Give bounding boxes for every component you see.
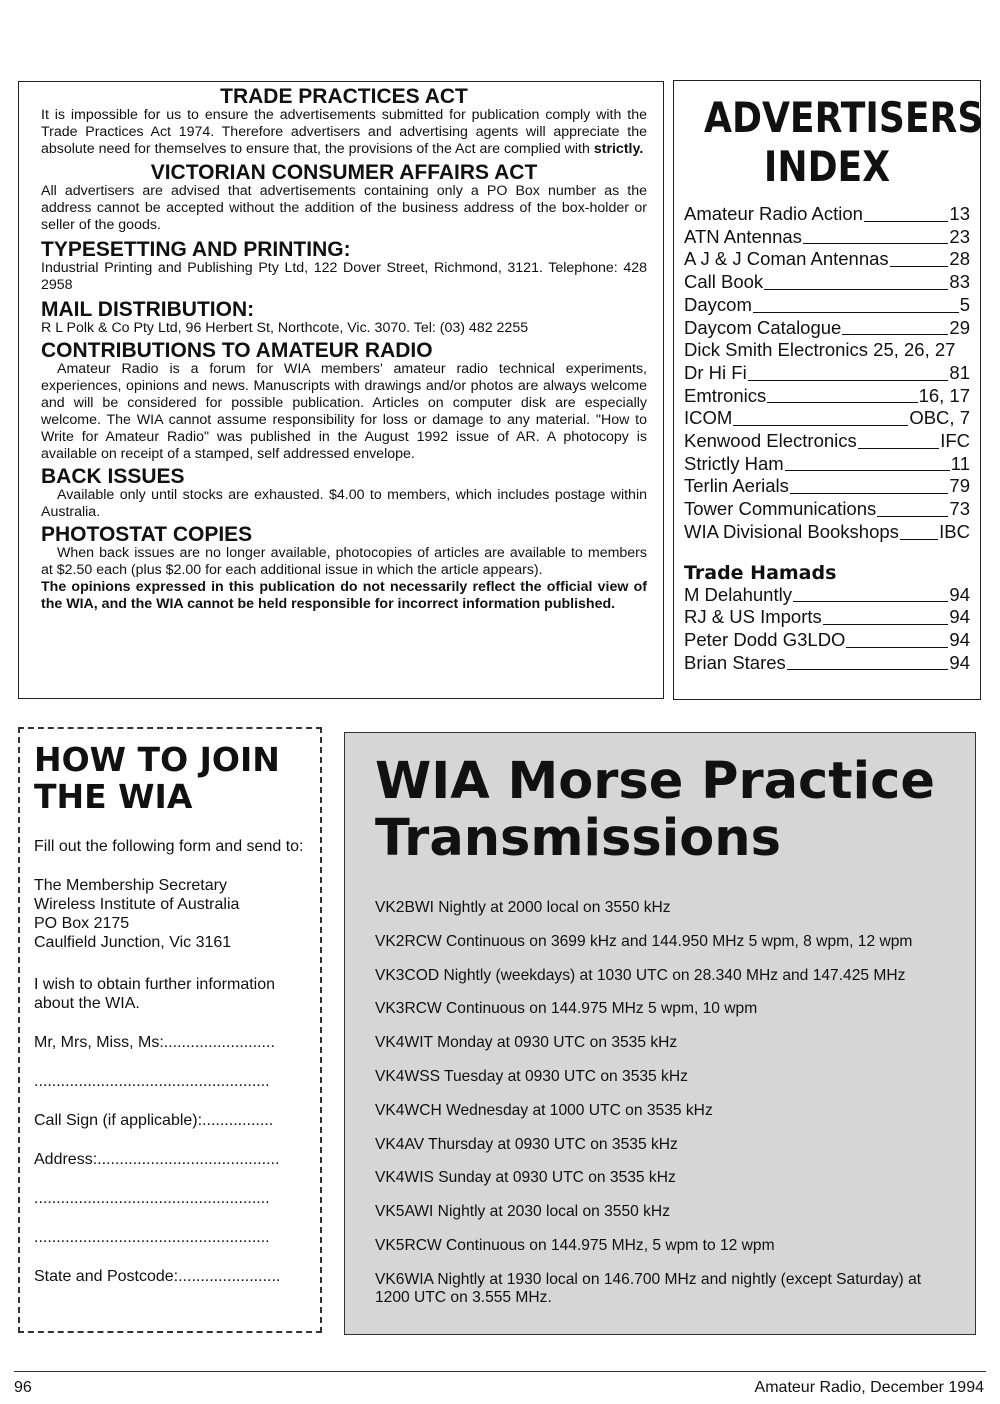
- index-entry: [684, 294, 970, 317]
- index-entry-name: Strictly Ham: [684, 452, 784, 474]
- index-entry-name: ICOM: [684, 407, 733, 429]
- index-leader-line: [785, 470, 950, 471]
- index-entry: [684, 248, 970, 271]
- index-entry-name: ATN Antennas: [684, 225, 802, 247]
- morse-schedule-item: VK2RCW Continuous on 3699 kHz and 144.950 MHz 5 wpm, 8 wpm, 12 wpm: [375, 932, 913, 950]
- advertisers-index-title: [704, 93, 984, 191]
- index-leader-line: [900, 539, 938, 540]
- index-entry: [684, 317, 970, 340]
- join-callsign-field[interactable]: Call Sign (if applicable):................: [34, 1112, 274, 1129]
- advertisers-list: [684, 203, 970, 544]
- consumer-affairs-title: VICTORIAN CONSUMER AFFAIRS ACT: [150, 161, 538, 184]
- morse-schedule-item: VK4AV Thursday at 0930 UTC on 3535 kHz: [375, 1135, 678, 1153]
- index-leader-line: [877, 516, 948, 517]
- index-entry: [684, 453, 970, 476]
- index-entry-name: Terlin Aerials: [684, 475, 789, 497]
- join-address-line3: PO Box 2175: [34, 915, 130, 932]
- join-address-line4: Caulfield Junction, Vic 3161: [34, 934, 232, 951]
- index-entry-page: 23: [949, 225, 970, 247]
- join-title-line1: HOW TO JOIN: [34, 740, 280, 779]
- morse-title-line1: WIA Morse Practice: [375, 752, 935, 811]
- contributions-title: CONTRIBUTIONS TO AMATEUR RADIO: [41, 339, 433, 362]
- how-to-join-title: [34, 741, 310, 815]
- join-address-line2: Wireless Institute of Australia: [34, 896, 240, 913]
- morse-schedule-item: VK5AWI Nightly at 2030 local on 3550 kHz: [375, 1203, 670, 1221]
- index-entry-name: M Delahuntly: [684, 583, 792, 605]
- trade-practices-body: It is impossible for us to ensure the advertisements submitted for publication comply with the Trade Practices Act 1974. Therefore advertisers and advertising agents will appreciate the absolute need for themselves to ensure that, the provisions of the Act are complied with: [41, 107, 647, 157]
- index-entry-page: OBC, 7: [909, 407, 970, 429]
- index-entry-page: 16, 17: [918, 384, 970, 406]
- join-info-request: I wish to obtain further information about the WIA.: [34, 976, 276, 1012]
- index-entry: [684, 521, 970, 544]
- index-entry-name: Tower Communications: [684, 498, 877, 520]
- footer-rule: [14, 1371, 986, 1372]
- index-entry: [684, 629, 970, 652]
- index-entry-name: Dr Hi Fi: [684, 361, 747, 383]
- index-entry-page: 94: [949, 583, 970, 605]
- morse-practice-title: [375, 753, 955, 867]
- index-leader-line: [764, 289, 948, 290]
- index-entry-page: 29: [949, 316, 970, 338]
- index-entry-page: 94: [949, 628, 970, 650]
- index-entry-page: 81: [949, 361, 970, 383]
- index-entry-page: IFC: [940, 430, 970, 452]
- index-entry: [684, 339, 970, 362]
- photostat-text: When back issues are no longer available, photocopies of articles are available to members at $2.50 each (plus $2.00 for each additional issue in which the article appears).: [41, 545, 647, 578]
- trade-hamads-list: [684, 584, 970, 675]
- index-entry-name: Amateur Radio Action: [684, 203, 863, 224]
- typesetting-title: TYPESETTING AND PRINTING:: [41, 238, 351, 261]
- index-entry: [684, 203, 970, 226]
- index-entry: [684, 407, 970, 430]
- index-entry-name: Kenwood Electronics: [684, 430, 857, 452]
- advertisers-title-line1: ADVERTISERS: [704, 93, 984, 142]
- index-entry: [684, 362, 970, 385]
- morse-schedule-item: VK5RCW Continuous on 144.975 MHz, 5 wpm to 12 wpm: [375, 1236, 775, 1254]
- index-leader-line: [733, 425, 908, 426]
- index-entry-name: Daycom: [684, 293, 752, 315]
- index-entry-page: 94: [949, 606, 970, 628]
- join-state-postcode-field[interactable]: State and Postcode:.......................: [34, 1268, 281, 1285]
- morse-schedule-item: VK3COD Nightly (weekdays) at 1030 UTC on 28.340 MHz and 147.425 MHz: [375, 966, 906, 984]
- index-leader-line: [846, 647, 948, 648]
- morse-schedule-item: VK4WIT Monday at 0930 UTC on 3535 kHz: [375, 1034, 678, 1052]
- join-address-line1: The Membership Secretary: [34, 877, 227, 894]
- index-leader-line: [790, 493, 949, 494]
- trade-hamads-title: Trade Hamads: [684, 561, 837, 584]
- index-leader-line: [864, 221, 948, 222]
- index-entry-page: 73: [949, 498, 970, 520]
- index-entry-page: 83: [949, 271, 970, 293]
- index-leader-line: [823, 624, 949, 625]
- index-entry: [684, 498, 970, 521]
- index-leader-line: [787, 669, 949, 670]
- index-leader-line: [803, 243, 949, 244]
- index-entry-page: 5: [959, 293, 970, 315]
- index-entry-page: 13: [949, 203, 970, 224]
- typesetting-text: Industrial Printing and Publishing Pty Ltd, 122 Dover Street, Richmond, 3121. Telephone: 428 2958: [41, 260, 647, 293]
- index-leader-line: [842, 334, 948, 335]
- index-leader-line: [858, 448, 939, 449]
- morse-schedule-item: VK4WCH Wednesday at 1000 UTC on 3535 kHz: [375, 1101, 713, 1119]
- morse-schedule-item: VK3RCW Continuous on 144.975 MHz 5 wpm, 10 wpm: [375, 1000, 758, 1018]
- morse-schedule-item: VK2BWI Nightly at 2000 local on 3550 kHz: [375, 899, 671, 916]
- mail-distribution-title: MAIL DISTRIBUTION:: [41, 298, 255, 321]
- back-issues-text: Available only until stocks are exhausted. $4.00 to members, which includes postage within Australia.: [41, 487, 647, 520]
- index-leader-line: [753, 312, 959, 313]
- mail-distribution-text: R L Polk & Co Pty Ltd, 96 Herbert St, Northcote, Vic. 3070. Tel: (03) 482 2255: [41, 320, 529, 336]
- notices-box: [18, 81, 664, 699]
- index-leader-line: [748, 380, 949, 381]
- index-entry-name: A J & J Coman Antennas: [684, 248, 889, 270]
- index-entry-page: 28: [949, 248, 970, 270]
- index-entry: [684, 475, 970, 498]
- join-address-field[interactable]: Address:.........................................: [34, 1151, 280, 1168]
- index-leader-line: [767, 402, 917, 403]
- index-entry: [684, 430, 970, 453]
- advertisers-index-box: [673, 80, 984, 700]
- index-entry: [684, 652, 970, 675]
- index-leader-line: [890, 266, 949, 267]
- contributions-text: Amateur Radio is a forum for WIA members' amateur radio technical experiments, experiences, opinions and news. Manuscripts with drawings and/or photos are always welcome and will be considered for possible publication. Articles on computer disk are especially welcome. The WIA cannot assume responsibility for loss or damage to any material. "How to Write for Amateur Radio" was published in the August 1992 issue of AR. A photocopy is available on receipt of a stamped, self addressed envelope.: [41, 361, 647, 462]
- morse-schedule-item: VK4WIS Sunday at 0930 UTC on 3535 kHz: [375, 1169, 676, 1187]
- index-entry-name: WIA Divisional Bookshops: [684, 520, 899, 542]
- index-leader-line: [793, 601, 948, 602]
- index-entry-name: Dick Smith Electronics 25, 26, 27: [684, 339, 956, 361]
- join-intro: Fill out the following form and send to:: [34, 838, 304, 855]
- back-issues-title: BACK ISSUES: [41, 465, 185, 488]
- index-entry-page: 11: [950, 452, 970, 474]
- photostat-title: PHOTOSTAT COPIES: [41, 523, 253, 546]
- index-entry-name: Daycom Catalogue: [684, 316, 842, 338]
- index-entry-page: 79: [949, 475, 970, 497]
- index-entry-page: 94: [949, 651, 970, 673]
- index-entry: [684, 385, 970, 408]
- how-to-join-box: [18, 727, 322, 1333]
- trade-practices-strict: strictly.: [593, 141, 644, 157]
- join-title-line2: THE WIA: [34, 777, 193, 816]
- index-entry: [684, 271, 970, 294]
- join-address-field-line2[interactable]: .....................................................: [34, 1190, 270, 1207]
- morse-schedule-list: [375, 899, 955, 1307]
- trade-practices-text: [41, 107, 647, 158]
- index-entry: [684, 606, 970, 629]
- morse-practice-box: [344, 732, 976, 1335]
- join-name-field-line2[interactable]: .....................................................: [34, 1073, 270, 1090]
- morse-schedule-item: VK6WIA Nightly at 1930 local on 146.700 MHz and nightly (except Saturday) at 1200 UTC on 3.555 MHz.: [375, 1270, 922, 1306]
- index-entry: [684, 226, 970, 249]
- index-entry-name: Peter Dodd G3LDO: [684, 628, 846, 650]
- index-entry: [684, 584, 970, 607]
- index-entry-name: Brian Stares: [684, 651, 786, 673]
- index-entry-name: RJ & US Imports: [684, 606, 822, 628]
- morse-schedule-item: VK4WSS Tuesday at 0930 UTC on 3535 kHz: [375, 1067, 688, 1085]
- footer-magazine-issue: Amateur Radio, December 1994: [754, 1379, 984, 1396]
- index-entry-name: Emtronics: [684, 384, 767, 406]
- consumer-affairs-text: All advertisers are advised that advertisements containing only a PO Box number as the address cannot be accepted without the addition of the business address of the box-holder or seller of the goods.: [41, 183, 647, 233]
- index-entry-name: Call Book: [684, 271, 764, 293]
- disclaimer-text: The opinions expressed in this publication do not necessarily reflect the official view of the WIA, and the WIA cannot be held responsible for incorrect information published.: [41, 579, 647, 612]
- morse-title-line2: Transmissions: [375, 809, 781, 868]
- footer-page-number: 96: [14, 1379, 32, 1396]
- join-name-field[interactable]: Mr, Mrs, Miss, Ms:.........................: [34, 1034, 275, 1051]
- index-entry-page: IBC: [939, 520, 970, 542]
- trade-practices-title: TRADE PRACTICES ACT: [220, 85, 468, 108]
- advertisers-title-line2: INDEX: [763, 142, 891, 191]
- join-address-field-line3[interactable]: .....................................................: [34, 1229, 270, 1246]
